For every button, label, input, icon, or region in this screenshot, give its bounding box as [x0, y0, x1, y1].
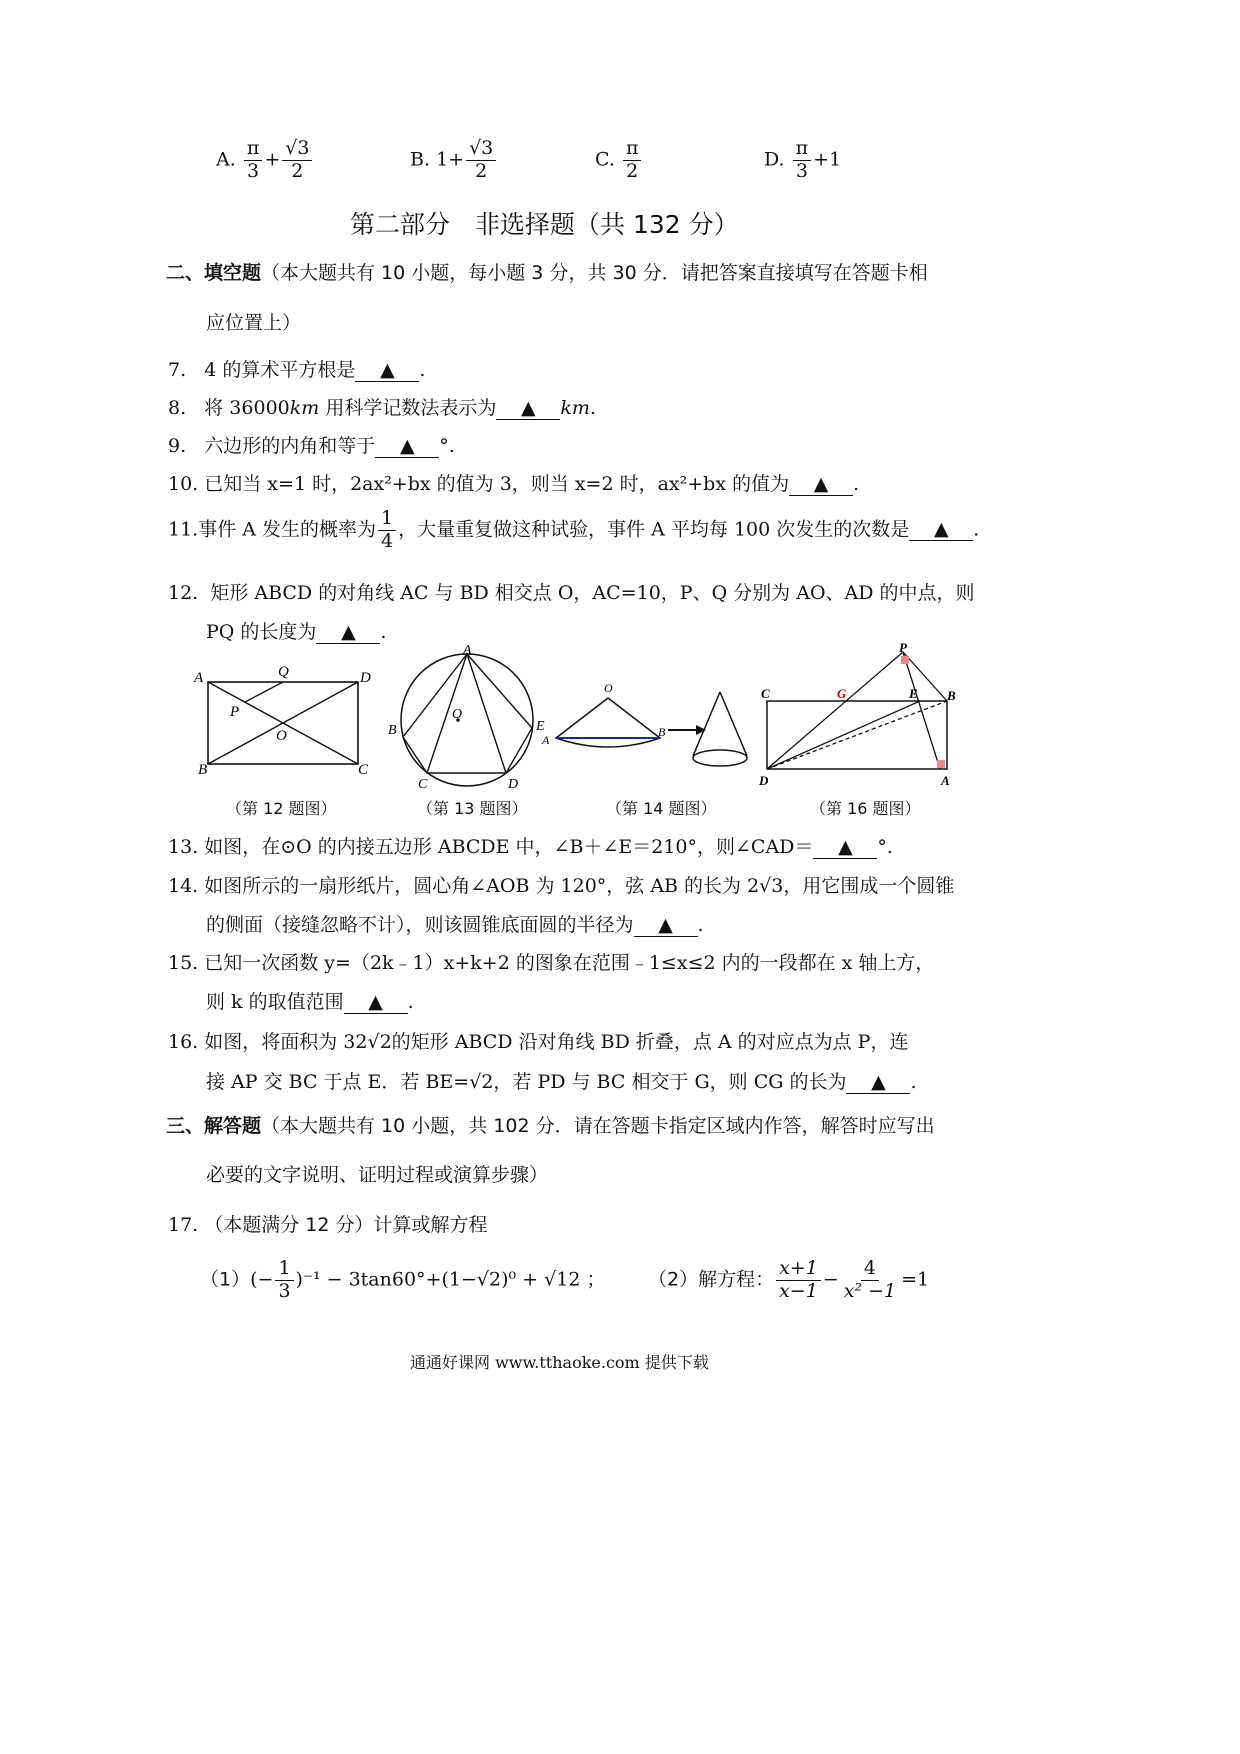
label-a: A: [194, 670, 204, 686]
question-16-cont: 接 AP 交 BC 于点 E．若 BE=√2，若 PD 与 BC 相交于 G，则 CG 的长为 ▲ .: [206, 1071, 917, 1093]
question-14-cont: 的侧面（接缝忽略不计），则该圆锥底面圆的半径为 ▲ .: [206, 914, 704, 936]
question-17: 17. （本题满分 12 分）计算或解方程: [168, 1214, 488, 1236]
caption-fig14: （第 14 题图）: [606, 799, 717, 818]
segment-ad: [467, 654, 506, 773]
right-angle-p: [901, 656, 909, 664]
choice-d: D. $\frac{\pi}{3}$ +1: [764, 137, 842, 182]
right-angle-a: [937, 760, 945, 768]
question-14: 14. 如图所示的一扇形纸片，圆心角∠AOB 为 120°，弦 AB 的长为 2√3，用它围成一个圆锥: [168, 875, 955, 897]
answer-blank[interactable]: ▲: [846, 1071, 910, 1094]
label-a: A: [542, 733, 550, 747]
choice-b: B. 1+ $\frac{√3}{2}$: [410, 138, 498, 183]
label-a: A: [463, 643, 472, 658]
segment-pq: [245, 682, 283, 702]
cone-right: [720, 692, 747, 756]
label-a: A: [941, 773, 950, 788]
answer-blank[interactable]: ▲: [355, 359, 419, 382]
answer-blank[interactable]: ▲: [813, 836, 877, 859]
question-7: 7. 4 的算术平方根是 ▲ .: [168, 359, 426, 381]
cone-base: [693, 750, 747, 766]
figure-13: [382, 640, 552, 790]
diagonal-bd: [767, 701, 947, 769]
section3-heading: 三、解答题（本大题共有 10 小题，共 102 分．请在答题卡指定区域内作答，解答时应写出: [166, 1115, 935, 1137]
label-p: P: [899, 640, 907, 655]
choice-a: A. $\frac{\pi}{3}$ + $\frac{√3}{2}$: [216, 138, 314, 183]
label-o: O: [276, 728, 287, 744]
label-d: D: [759, 773, 769, 788]
label-c: C: [761, 686, 770, 701]
segment-dp: [767, 652, 903, 769]
question-15: 15. 已知一次函数 y=（2k﹣1）x+k+2 的图象在范围﹣1≤x≤2 内的一段都在 x 轴上方，: [168, 952, 935, 974]
cone-left: [693, 692, 720, 756]
question-17-part1: （1）(− $\frac{1}{3}$ )⁻¹ − 3tan60°+(1−√2)⁰ + √12 ；: [200, 1257, 606, 1302]
answer-blank[interactable]: ▲: [496, 397, 560, 420]
segment-de: [767, 701, 920, 769]
segment-pa: [903, 652, 940, 769]
question-10: 10. 已知当 x=1 时，2ax²+bx 的值为 3，则当 x=2 时，ax²+bx 的值为 ▲ .: [168, 473, 860, 495]
label-d: D: [360, 670, 371, 686]
section3-heading-cont: 必要的文字说明、证明过程或演算步骤）: [206, 1164, 549, 1186]
answer-blank[interactable]: ▲: [316, 621, 380, 644]
label-b: B: [388, 723, 397, 738]
label-b: B: [947, 688, 956, 703]
question-9: 9. 六边形的内角和等于 ▲ °.: [168, 435, 455, 457]
circle-o: [401, 654, 533, 786]
question-8: 8. 将 36000km 用科学记数法表示为 ▲ km.: [168, 397, 596, 419]
label-g: G: [837, 686, 847, 701]
label-q: Q: [278, 664, 289, 680]
caption-fig12: （第 12 题图）: [226, 799, 337, 818]
caption-fig16: （第 16 题图）: [810, 799, 921, 818]
question-15-cont: 则 k 的取值范围 ▲ .: [206, 991, 414, 1013]
section2-heading: 二、填空题（本大题共有 10 小题，每小题 3 分，共 30 分．请把答案直接填写在答题卡相: [166, 262, 928, 284]
question-11: 11.事件 A 发生的概率为 $\frac{1}{4}$ ，大量重复做这种试验，事件 A 平均每 100 次发生的次数是 ▲ .: [168, 507, 980, 552]
answer-blank[interactable]: ▲: [634, 914, 698, 937]
label-b: B: [658, 725, 666, 739]
section2-heading-cont: 应位置上）: [206, 312, 302, 334]
label-c: C: [418, 777, 428, 790]
label-e: E: [909, 686, 918, 701]
question-17-part2: （2）解方程： $\frac{x+1}{x-1}$ − $\frac{4}{\text{x² −1}}$ =1: [648, 1257, 930, 1302]
footer: 通通好课网 www.tthaoke.com 提供下载: [410, 1353, 709, 1372]
label-b: B: [198, 762, 208, 778]
question-13: 13. 如图，在⊙O 的内接五边形 ABCDE 中，∠B＋∠E＝210°，则∠CAD＝ ▲ °.: [168, 836, 893, 858]
label-c: C: [358, 762, 369, 778]
answer-blank[interactable]: ▲: [344, 991, 408, 1014]
part-title: 第二部分 非选择题（共 132 分）: [350, 210, 739, 239]
sector-aob: [556, 698, 660, 747]
figure-14: [538, 678, 758, 788]
answer-blank[interactable]: ▲: [909, 518, 973, 541]
label-o: O: [452, 707, 463, 722]
question-12: 12. 矩形 ABCD 的对角线 AC 与 BD 相交点 O，AC=10，P、Q 分别为 AO、AD 的中点，则: [168, 582, 975, 604]
question-16: 16. 如图，将面积为 32√2的矩形 ABCD 沿对角线 BD 折叠，点 A 的对应点为点 P，连: [168, 1031, 909, 1053]
label-p: P: [230, 704, 240, 720]
choice-c: C. $\frac{\pi}{2}$: [595, 138, 643, 183]
figure-16: [755, 640, 965, 790]
answer-blank[interactable]: ▲: [789, 473, 853, 496]
answer-blank[interactable]: ▲: [375, 435, 439, 458]
label-o: O: [604, 681, 613, 695]
caption-fig13: （第 13 题图）: [417, 799, 528, 818]
question-12-cont: PQ 的长度为 ▲ .: [206, 621, 387, 643]
label-d: D: [508, 777, 519, 790]
label-e: E: [536, 719, 545, 734]
figure-12: [190, 660, 380, 780]
